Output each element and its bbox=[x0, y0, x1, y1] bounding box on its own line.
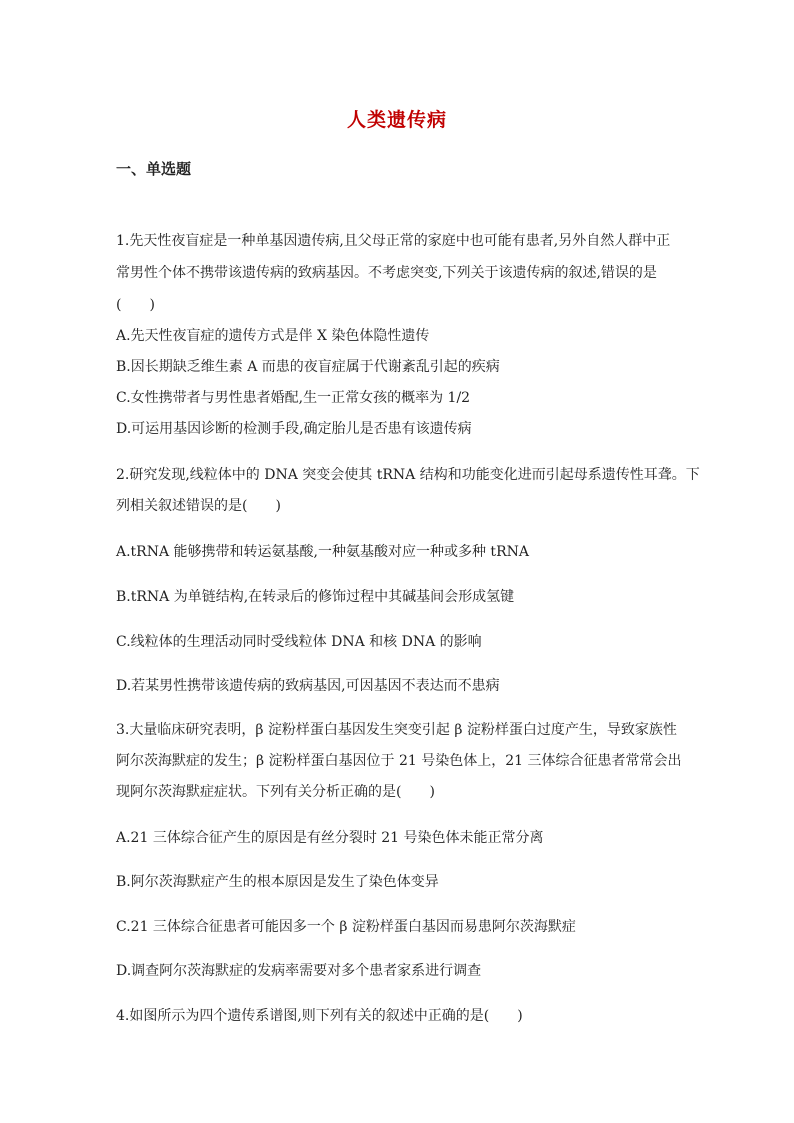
question-1-stem-line-2: 常男性个体不携带该遗传病的致病基因。不考虑突变,下列关于该遗传病的叙述,错误的是 bbox=[116, 265, 657, 281]
section-heading: 一、单选题 bbox=[116, 160, 192, 178]
question-3-option-a: A.21 三体综合征产生的原因是有丝分裂时 21 号染色体未能正常分离 bbox=[116, 830, 544, 846]
question-3-stem-line-1: 3.大量临床研究表明，β 淀粉样蛋白基因发生突变引起 β 淀粉样蛋白过度产生，导致家族性 bbox=[116, 722, 677, 738]
question-3-option-d: D.调查阿尔茨海默症的发病率需要对多个患者家系进行调查 bbox=[116, 963, 482, 979]
question-1-option-c: C.女性携带者与男性患者婚配,生一正常女孩的概率为 1/2 bbox=[116, 390, 471, 406]
question-4-stem-line-1: 4.如图所示为四个遗传系谱图,则下列有关的叙述中正确的是( ) bbox=[116, 1008, 523, 1024]
question-3-stem-line-2: 阿尔茨海默症的发生；β 淀粉样蛋白基因位于 21 号染色体上，21 三体综合征患者常常会出 bbox=[116, 753, 682, 769]
question-3-option-b: B.阿尔茨海默症产生的根本原因是发生了染色体变异 bbox=[116, 874, 439, 890]
question-1-stem-line-3: ( ) bbox=[116, 297, 155, 313]
question-1-stem-line-1: 1.先天性夜盲症是一种单基因遗传病,且父母正常的家庭中也可能有患者,另外自然人群中正 bbox=[116, 233, 671, 249]
question-2-option-d: D.若某男性携带该遗传病的致病基因,可因基因不表达而不患病 bbox=[116, 678, 500, 694]
question-2-option-b: B.tRNA 为单链结构,在转录后的修饰过程中其碱基间会形成氢键 bbox=[116, 589, 515, 605]
question-2-stem-line-1: 2.研究发现,线粒体中的 DNA 突变会使其 tRNA 结构和功能变化进而引起母系遗传性耳聋。下 bbox=[116, 467, 700, 483]
question-2-stem-line-2: 列相关叙述错误的是( ) bbox=[116, 498, 281, 514]
question-3-option-c: C.21 三体综合征患者可能因多一个 β 淀粉样蛋白基因而易患阿尔茨海默症 bbox=[116, 919, 576, 935]
question-1-option-b: B.因长期缺乏维生素 A 而患的夜盲症属于代谢紊乱引起的疾病 bbox=[116, 359, 500, 375]
question-3-stem-line-3: 现阿尔茨海默症症状。下列有关分析正确的是( ) bbox=[116, 784, 435, 800]
document-title: 人类遗传病 bbox=[346, 109, 447, 131]
question-1-option-a: A.先天性夜盲症的遗传方式是伴 X 染色体隐性遗传 bbox=[116, 328, 430, 344]
question-2-option-c: C.线粒体的生理活动同时受线粒体 DNA 和核 DNA 的影响 bbox=[116, 634, 482, 650]
question-2-option-a: A.tRNA 能够携带和转运氨基酸,一种氨基酸对应一种或多种 tRNA bbox=[116, 544, 529, 560]
question-1-option-d: D.可运用基因诊断的检测手段,确定胎儿是否患有该遗传病 bbox=[116, 421, 472, 437]
